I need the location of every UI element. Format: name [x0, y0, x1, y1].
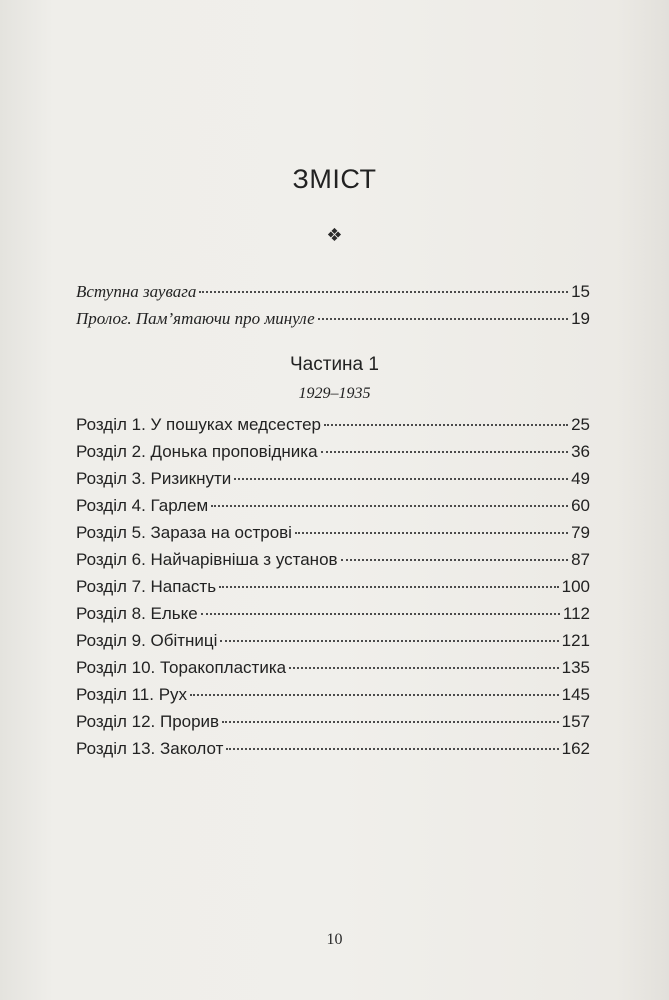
dot-leader — [289, 666, 559, 669]
toc-entry-label: Розділ 7. Напасть — [76, 577, 217, 596]
toc-entry-label: Розділ 5. Зараза на острові — [76, 523, 292, 542]
toc-entry-label: Розділ 10. Торакопластика — [76, 658, 287, 677]
toc-entry — [76, 280, 590, 304]
toc-entry — [76, 656, 590, 680]
toc-entry-label: Розділ 2. Донька проповідника — [76, 442, 318, 461]
toc-entry — [76, 494, 590, 518]
toc-entry-page: 15 — [571, 282, 590, 301]
dot-leader — [222, 720, 559, 723]
page-title: ЗМІСТ — [292, 164, 377, 194]
dot-leader — [234, 477, 568, 480]
toc-entry — [76, 737, 590, 761]
toc-entry — [76, 413, 590, 437]
page-number: 10 — [326, 931, 343, 948]
dot-leader — [201, 612, 560, 615]
toc-entry-label: Розділ 8. Ельке — [76, 604, 198, 623]
dot-leader — [199, 290, 568, 293]
dot-leader — [219, 585, 559, 588]
toc-entry — [76, 710, 590, 734]
toc-entry — [76, 575, 590, 599]
toc-entry — [76, 521, 590, 545]
toc-entry-page: 145 — [561, 685, 590, 704]
toc-entry-label: Вступна заувага — [76, 282, 197, 301]
toc-entry-page: 162 — [561, 739, 590, 758]
toc-entry-label: Розділ 9. Обітниці — [76, 631, 218, 650]
toc-entry-page: 49 — [571, 469, 590, 488]
dot-leader — [321, 450, 569, 453]
toc-entry-page: 36 — [571, 442, 590, 461]
toc-entry-page: 135 — [561, 658, 590, 677]
ornament-icon: ❖ — [326, 225, 343, 245]
toc-entry-label: Розділ 11. Рух — [76, 685, 188, 704]
toc-entry-page: 87 — [571, 550, 590, 569]
toc-entry-page: 121 — [561, 631, 590, 650]
toc-entry-page: 60 — [571, 496, 590, 515]
dot-leader — [341, 558, 569, 561]
dot-leader — [190, 693, 559, 696]
toc-entry — [76, 683, 590, 707]
dot-leader — [324, 423, 568, 426]
toc-entry-label: Пролог. Пам’ятаючи про минуле — [76, 309, 315, 328]
toc-entry — [76, 548, 590, 572]
toc-entry — [76, 602, 590, 626]
toc-entry-page: 25 — [571, 415, 590, 434]
part-title: Частина 1 — [290, 354, 379, 375]
dot-leader — [318, 317, 568, 320]
toc-entry-label: Розділ 1. У пошуках медсестер — [76, 415, 321, 434]
dot-leader — [226, 747, 558, 750]
toc-entry-page: 100 — [561, 577, 590, 596]
toc-entry-label: Розділ 6. Найчарівніша з установ — [76, 550, 338, 569]
toc-entry — [76, 629, 590, 653]
toc-entry-label: Розділ 3. Ризикнути — [76, 469, 232, 488]
toc-entry-label: Розділ 13. Заколот — [76, 739, 224, 758]
dot-leader — [220, 639, 558, 642]
toc-entry-label: Розділ 4. Гарлем — [76, 496, 209, 515]
dot-leader — [295, 531, 568, 534]
toc-entry-page: 19 — [571, 309, 590, 328]
toc-entry-label: Розділ 12. Прорив — [76, 712, 220, 731]
toc-entry — [76, 467, 590, 491]
dot-leader — [211, 504, 568, 507]
toc-entry — [76, 307, 590, 331]
toc-entry — [76, 440, 590, 464]
toc-entry-page: 157 — [561, 712, 590, 731]
part-years: 1929–1935 — [298, 385, 371, 402]
toc-entry-page: 79 — [571, 523, 590, 542]
toc-entry-page: 112 — [562, 604, 590, 623]
